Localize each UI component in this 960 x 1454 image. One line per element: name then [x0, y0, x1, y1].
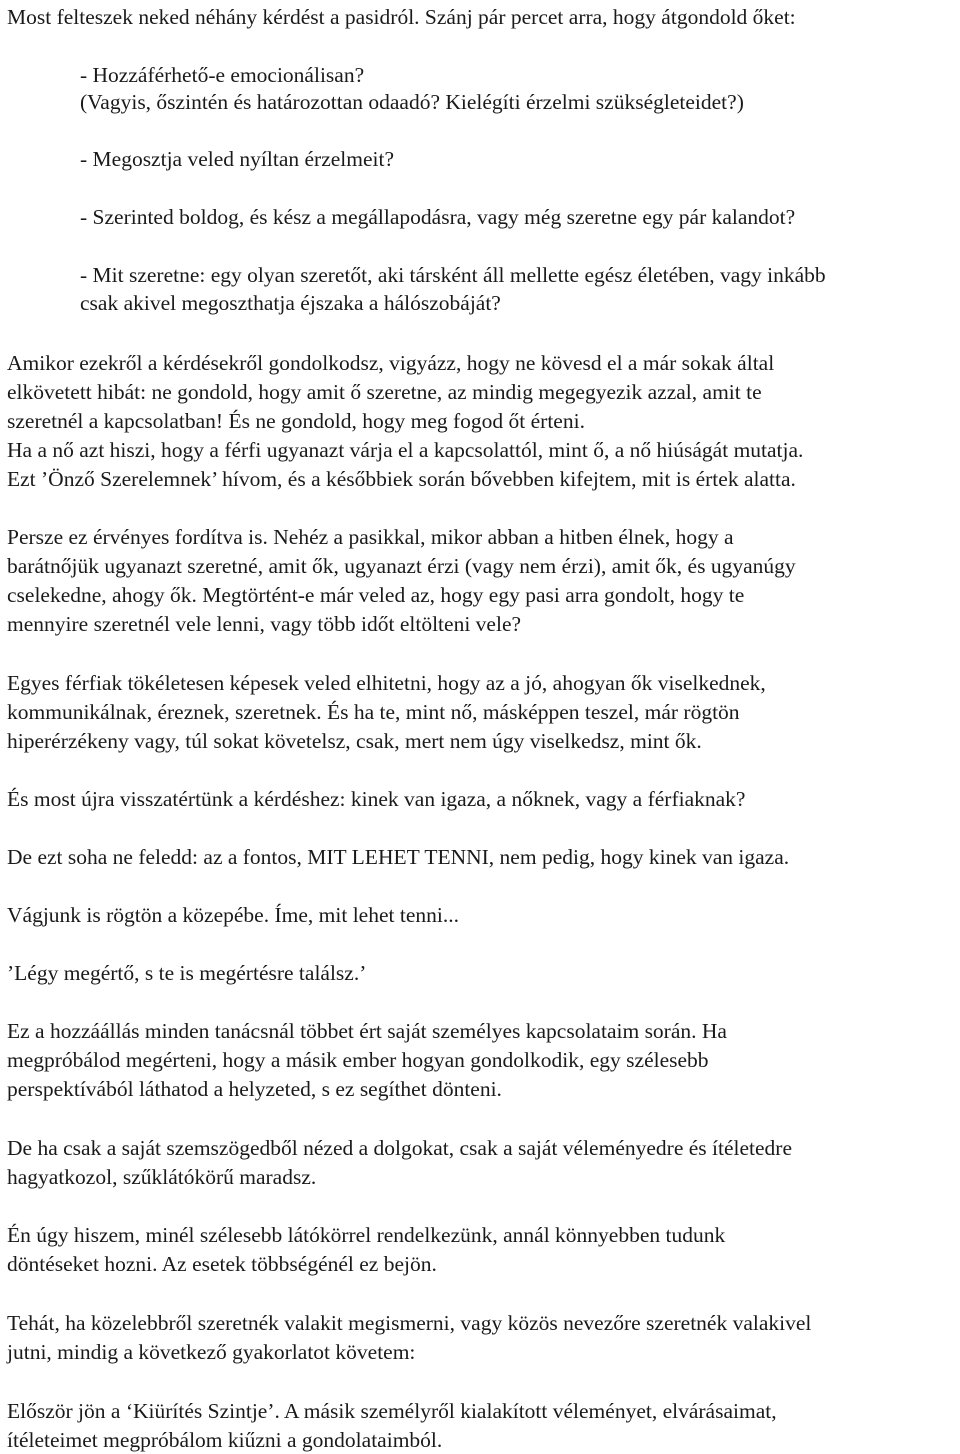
paragraph-9-line-1: Én úgy hiszem, minél szélesebb látókörrel rendelkezünk, annál könnyebben tudunk [7, 1223, 726, 1247]
paragraph-7-line-1: Ez a hozzáállás minden tanácsnál többet ért saját személyes kapcsolataim során. Ha [7, 1019, 727, 1043]
question-4-line-1: - Mit szeretne: egy olyan szeretőt, aki társként áll mellette egész életében, vagy inkább [80, 263, 826, 287]
paragraph-1-line-2: elkövetett hibát: ne gondold, hogy amit ő szeretne, az mindig megegyezik azzal, amit te [7, 380, 762, 404]
question-1-line-1: - Hozzáférhető-e emocionálisan? [80, 63, 365, 87]
paragraph-5: De ezt soha ne feledd: az a fontos, MIT LEHET TENNI, nem pedig, hogy kinek van igaza. [7, 845, 790, 869]
paragraph-6: Vágjunk is rögtön a közepébe. Íme, mit lehet tenni... [7, 903, 459, 927]
quote: ’Légy megértő, s te is megértésre találsz.’ [7, 961, 367, 985]
paragraph-8-line-1: De ha csak a saját szemszögedből nézed a dolgokat, csak a saját véleményedre és ítéletedre [7, 1136, 792, 1160]
question-2: - Megosztja veled nyíltan érzelmeit? [80, 147, 395, 171]
paragraph-2-line-2: barátnőjük ugyanazt szeretné, amit ők, ugyanazt érzi (vagy nem érzi), amit ők, és ugyanúgy [7, 554, 796, 578]
paragraph-10-line-2: jutni, mindig a következő gyakorlatot követem: [7, 1340, 416, 1364]
paragraph-7-line-3: perspektívából láthatod a helyzeted, s ez segíthet dönteni. [7, 1077, 502, 1101]
paragraph-3-line-1: Egyes férfiak tökéletesen képesek veled elhitetni, hogy az a jó, ahogyan ők viselkednek, [7, 671, 766, 695]
paragraph-1-line-5: Ezt ’Önző Szerelemnek’ hívom, és a későbbiek során bővebben kifejtem, mit is értek alatta. [7, 467, 796, 491]
paragraph-2-line-1: Persze ez érvényes fordítva is. Nehéz a pasikkal, mikor abban a hitben élnek, hogy a [7, 525, 734, 549]
question-3: - Szerinted boldog, és kész a megállapodásra, vagy még szeretne egy pár kalandot? [80, 205, 796, 229]
paragraph-7-line-2: megpróbálod megérteni, hogy a másik ember hogyan gondolkodik, egy szélesebb [7, 1048, 709, 1072]
question-1-line-2: (Vagyis, őszintén és határozottan odaadó? Kielégíti érzelmi szükségleteidet?) [80, 90, 744, 114]
intro-paragraph: Most felteszek neked néhány kérdést a pasidról. Szánj pár percet arra, hogy átgondold őket: [7, 5, 796, 29]
paragraph-2-line-3: cselekedne, ahogy ők. Megtörtént-e már veled az, hogy egy pasi arra gondolt, hogy te [7, 583, 745, 607]
paragraph-2-line-4: mennyire szeretnél vele lenni, vagy több időt eltölteni vele? [7, 612, 522, 636]
paragraph-11-line-1: Először jön a ‘Kiürítés Szintje’. A másik személyről kialakított véleményet, elvárásaimat, [7, 1399, 777, 1423]
paragraph-8-line-2: hagyatkozol, szűklátókörű maradsz. [7, 1165, 317, 1189]
paragraph-1-line-1: Amikor ezekről a kérdésekről gondolkodsz, vigyázz, hogy ne kövesd el a már sokak által [7, 351, 775, 375]
paragraph-4: És most újra visszatértünk a kérdéshez: kinek van igaza, a nőknek, vagy a férfiaknak? [7, 787, 746, 811]
paragraph-11-line-2: ítéleteimet megpróbálom kiűzni a gondolataimból. [7, 1428, 443, 1452]
paragraph-1-line-4: Ha a nő azt hiszi, hogy a férfi ugyanazt várja el a kapcsolattól, mint ő, a nő hiúságát mutatja. [7, 438, 804, 462]
paragraph-3-line-2: kommunikálnak, éreznek, szeretnek. És ha te, mint nő, másképpen teszel, már rögtön [7, 700, 740, 724]
paragraph-9-line-2: döntéseket hozni. Az esetek többségénél ez bejön. [7, 1252, 437, 1276]
question-4-line-2: csak akivel megoszthatja éjszaka a hálószobáját? [80, 291, 501, 315]
paragraph-1-line-3: szeretnél a kapcsolatban! És ne gondold, hogy meg fogod őt érteni. [7, 409, 585, 433]
paragraph-3-line-3: hiperérzékeny vagy, túl sokat követelsz, csak, mert nem úgy viselkedsz, mint ők. [7, 729, 702, 753]
paragraph-10-line-1: Tehát, ha közelebbről szeretnék valakit megismerni, vagy közös nevezőre szeretnék valakivel [7, 1311, 812, 1335]
